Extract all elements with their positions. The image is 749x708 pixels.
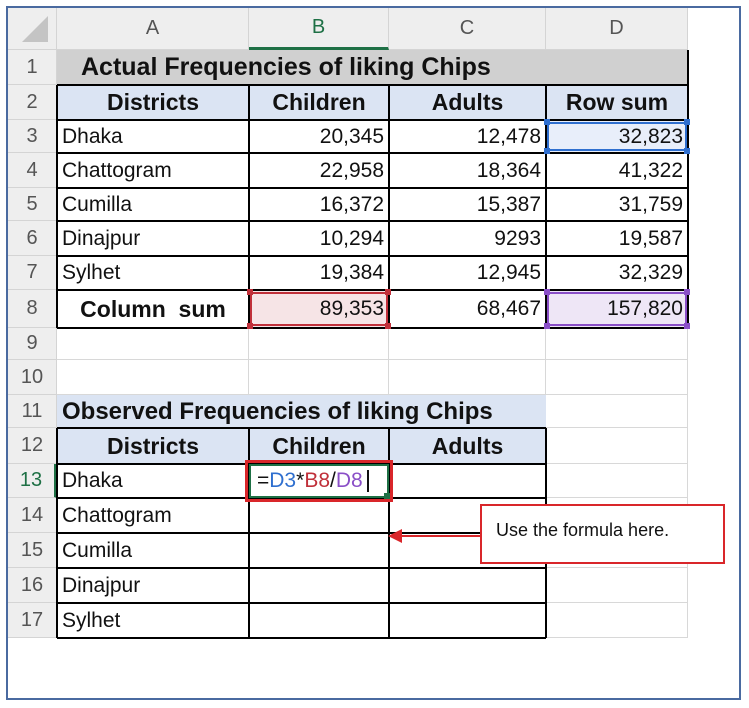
reference-handle[interactable]: [247, 323, 253, 329]
table-border: [687, 50, 689, 85]
row-header-14[interactable]: 14: [8, 498, 57, 533]
row-header-2[interactable]: 2: [8, 85, 57, 120]
formula-token-op1: *: [296, 469, 305, 492]
observed-header-adults[interactable]: Adults: [389, 428, 546, 464]
actual-children-cell[interactable]: 16,372: [319, 192, 384, 216]
column-sum-adults[interactable]: 68,467: [476, 297, 541, 320]
reference-handle[interactable]: [684, 148, 690, 154]
table-border: [57, 255, 688, 257]
actual-header-row-sum[interactable]: Row sum: [546, 85, 688, 120]
row-header-5[interactable]: 5: [8, 188, 57, 221]
observed-header-districts[interactable]: Districts: [57, 428, 249, 464]
table-border: [57, 187, 688, 189]
actual-header-districts[interactable]: Districts: [57, 85, 249, 120]
table-border: [56, 428, 58, 638]
table-border: [57, 427, 546, 429]
observed-children-cell[interactable]: [249, 603, 389, 638]
row-header-12[interactable]: 12: [8, 428, 57, 464]
row-header-13[interactable]: 13: [8, 464, 57, 498]
callout-arrow-icon: [386, 526, 482, 546]
table-border: [57, 289, 688, 291]
reference-handle[interactable]: [684, 323, 690, 329]
formula-highlight-box: [245, 460, 393, 502]
table-border: [57, 567, 546, 569]
observed-adults-cell[interactable]: [389, 603, 546, 638]
actual-rowsum-cell[interactable]: 19,587: [618, 226, 683, 250]
screenshot-frame: [6, 6, 741, 700]
row-header-7[interactable]: 7: [8, 256, 57, 290]
actual-adults-cell[interactable]: 9293: [494, 226, 541, 250]
actual-header-adults[interactable]: Adults: [389, 85, 546, 120]
formula-token-ref2: B8: [304, 469, 330, 492]
actual-table-title: Actual Frequencies of liking Chips: [57, 50, 688, 85]
table-border: [57, 152, 688, 154]
table-border: [57, 84, 688, 86]
observed-district-cell[interactable]: Dhaka: [62, 469, 123, 492]
observed-district-cell[interactable]: Dinajpur: [62, 573, 141, 597]
actual-district-cell[interactable]: Sylhet: [62, 261, 121, 284]
actual-adults-cell[interactable]: 15,387: [476, 192, 541, 216]
column-header-a[interactable]: A: [57, 8, 249, 50]
observed-district-cell[interactable]: Chattogram: [62, 503, 172, 527]
row-header-15[interactable]: 15: [8, 533, 57, 568]
actual-district-cell[interactable]: Chattogram: [62, 158, 172, 182]
row-header-11[interactable]: 11: [8, 395, 57, 428]
row-header-3[interactable]: 3: [8, 120, 57, 153]
row-header-17[interactable]: 17: [8, 603, 57, 638]
actual-children-cell[interactable]: 10,294: [319, 226, 384, 250]
column-sum-children[interactable]: 89,353: [249, 290, 389, 328]
column-header-d[interactable]: D: [546, 8, 688, 50]
observed-header-children[interactable]: Children: [249, 428, 389, 464]
select-all-triangle-icon: [8, 8, 56, 50]
actual-district-cell[interactable]: Cumilla: [62, 192, 133, 216]
formula-token-ref3: D8: [335, 469, 363, 492]
observed-table-title: Observed Frequencies of liking Chips: [57, 395, 546, 428]
row-header-4[interactable]: 4: [8, 153, 57, 188]
actual-rowsum-cell[interactable]: 32,823: [546, 120, 688, 153]
reference-outline-d8: [547, 292, 687, 326]
actual-header-children[interactable]: Children: [249, 85, 389, 120]
column-sum-label[interactable]: Column sum: [80, 295, 226, 322]
observed-adults-cell[interactable]: [389, 464, 546, 498]
row-header-9[interactable]: 9: [8, 328, 57, 360]
actual-rowsum-cell[interactable]: 32,329: [618, 261, 683, 284]
table-border: [57, 602, 546, 604]
observed-district-cell[interactable]: Sylhet: [62, 608, 121, 632]
observed-children-cell[interactable]: [249, 498, 389, 533]
row-header-1[interactable]: 1: [8, 50, 57, 85]
reference-handle[interactable]: [544, 289, 550, 295]
reference-handle[interactable]: [684, 119, 690, 125]
reference-handle[interactable]: [684, 289, 690, 295]
table-border: [57, 637, 546, 639]
formula-token-ref1: D3: [269, 469, 297, 492]
actual-district-cell[interactable]: Dinajpur: [62, 226, 141, 250]
reference-outline-b8: [250, 292, 388, 326]
row-header-8[interactable]: 8: [8, 290, 57, 328]
column-header-b[interactable]: B: [249, 8, 389, 50]
formula-token-eq: =: [257, 469, 270, 492]
formula-token-op2: /: [330, 469, 336, 492]
row-header-6[interactable]: 6: [8, 221, 57, 256]
observed-adults-cell[interactable]: [389, 568, 546, 603]
reference-handle[interactable]: [385, 323, 391, 329]
row-header-10[interactable]: 10: [8, 360, 57, 395]
reference-handle[interactable]: [544, 323, 550, 329]
observed-district-cell[interactable]: Cumilla: [62, 538, 133, 562]
actual-district-cell[interactable]: Dhaka: [62, 124, 123, 148]
gridline-horizontal: [57, 359, 688, 360]
reference-handle[interactable]: [544, 148, 550, 154]
table-border: [57, 327, 688, 329]
reference-handle[interactable]: [385, 289, 391, 295]
observed-children-cell[interactable]: [249, 568, 389, 603]
actual-children-cell[interactable]: 20,345: [319, 124, 384, 148]
observed-children-cell[interactable]: [249, 533, 389, 568]
actual-adults-cell[interactable]: 18,364: [476, 158, 541, 182]
formula-callout: Use the formula here.: [480, 504, 725, 564]
table-border: [57, 220, 688, 222]
table-border: [56, 85, 58, 328]
actual-adults-cell[interactable]: 12,478: [476, 124, 541, 148]
table-border: [57, 119, 688, 121]
column-sum-rowsum[interactable]: 157,820: [546, 290, 688, 328]
actual-rowsum-cell[interactable]: 41,322: [618, 158, 683, 182]
reference-handle[interactable]: [247, 289, 253, 295]
reference-handle[interactable]: [544, 119, 550, 125]
actual-adults-cell[interactable]: 12,945: [476, 261, 541, 284]
column-header-c[interactable]: C: [389, 8, 546, 50]
actual-children-cell[interactable]: 19,384: [319, 261, 384, 284]
row-header-16[interactable]: 16: [8, 568, 57, 603]
reference-outline-d3: [547, 122, 687, 151]
actual-children-cell[interactable]: 22,958: [319, 158, 384, 182]
select-all-corner[interactable]: [8, 8, 57, 50]
actual-rowsum-cell[interactable]: 31,759: [618, 192, 683, 216]
